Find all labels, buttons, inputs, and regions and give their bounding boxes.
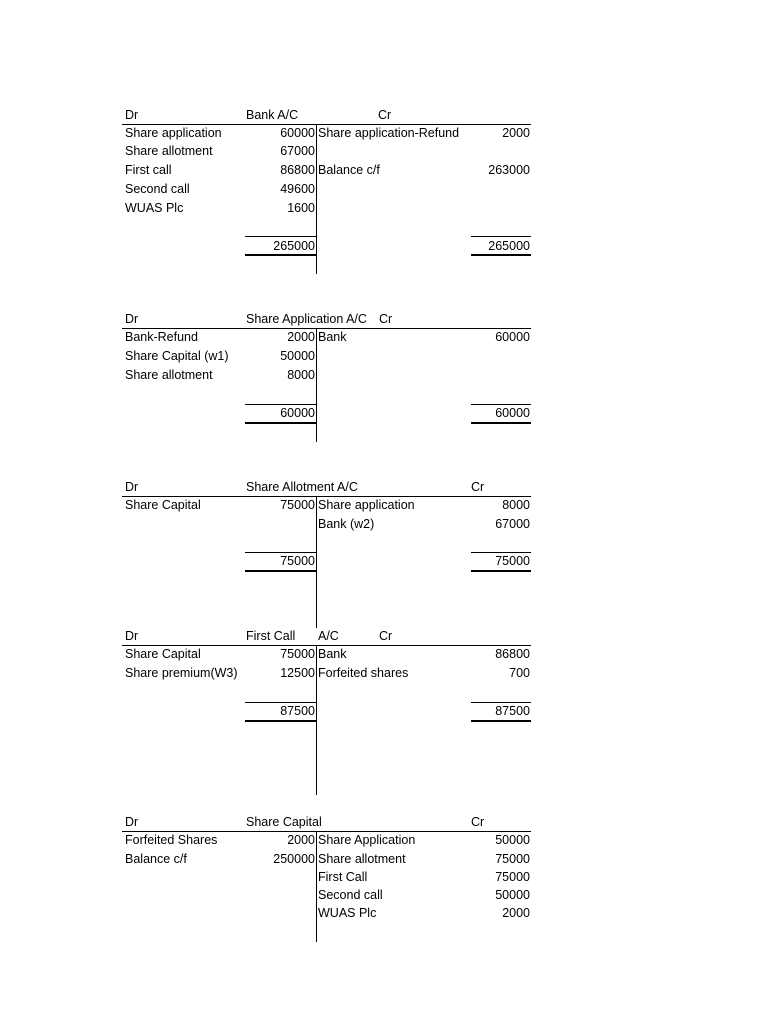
- total-rule-bottom: [471, 570, 531, 572]
- debit-amount: 60000: [280, 126, 315, 140]
- credit-amount: 50000: [495, 833, 530, 847]
- t-divider: [316, 124, 317, 274]
- debit-label: Share Capital (w1): [125, 349, 229, 363]
- total-credit: 60000: [495, 406, 530, 420]
- credit-label: Share application-Refund: [318, 126, 460, 140]
- debit-amount: 50000: [280, 349, 315, 363]
- debit-label: Second call: [125, 182, 190, 196]
- dr-label: Dr: [125, 312, 139, 326]
- debit-amount: 75000: [280, 498, 315, 512]
- total-credit: 75000: [495, 554, 530, 568]
- account-title: Bank A/C: [246, 108, 299, 122]
- account-title: Share Capital: [246, 815, 322, 829]
- total-rule-bottom: [245, 422, 316, 424]
- total-debit: 265000: [273, 239, 315, 253]
- total-rule-bottom: [245, 254, 316, 256]
- credit-label: Share Application: [318, 833, 416, 847]
- account-title-suffix: A/C: [318, 629, 339, 643]
- credit-amount: 8000: [502, 498, 530, 512]
- credit-amount: 50000: [495, 888, 530, 902]
- dr-label: Dr: [125, 480, 139, 494]
- total-rule-bottom: [245, 570, 316, 572]
- first-call-account: [0, 627, 768, 797]
- debit-amount: 49600: [280, 182, 315, 196]
- account-title: Share Application A/C: [246, 312, 367, 326]
- credit-amount: 700: [509, 666, 530, 680]
- credit-amount: 75000: [495, 870, 530, 884]
- credit-label: Bank (w2): [318, 517, 375, 531]
- dr-label: Dr: [125, 629, 139, 643]
- credit-amount: 67000: [495, 517, 530, 531]
- credit-amount: 60000: [495, 330, 530, 344]
- account-title: Share Allotment A/C: [246, 480, 358, 494]
- debit-label: First call: [125, 163, 172, 177]
- credit-label: First Call: [318, 870, 368, 884]
- debit-amount: 86800: [280, 163, 315, 177]
- credit-label: Share allotment: [318, 852, 406, 866]
- debit-amount: 8000: [287, 368, 315, 382]
- debit-label: Share Capital: [125, 498, 201, 512]
- cr-label: Cr: [471, 815, 485, 829]
- t-divider: [316, 496, 317, 628]
- debit-amount: 2000: [287, 330, 315, 344]
- debit-label: Share Capital: [125, 647, 201, 661]
- credit-label: Bank: [318, 330, 347, 344]
- total-rule-bottom: [245, 720, 316, 722]
- debit-label: Balance c/f: [125, 852, 187, 866]
- debit-amount: 250000: [273, 852, 315, 866]
- dr-label: Dr: [125, 108, 139, 122]
- total-rule-bottom: [471, 422, 531, 424]
- debit-amount: 67000: [280, 144, 315, 158]
- bank-account: [0, 106, 768, 276]
- total-credit: 265000: [488, 239, 530, 253]
- debit-amount: 12500: [280, 666, 315, 680]
- credit-label: Bank: [318, 647, 347, 661]
- debit-label: Share allotment: [125, 144, 213, 158]
- t-divider: [316, 328, 317, 442]
- credit-amount: 2000: [502, 906, 530, 920]
- credit-label: Forfeited shares: [318, 666, 409, 680]
- share-application-account: [0, 310, 768, 444]
- debit-label: Forfeited Shares: [125, 833, 218, 847]
- credit-amount: 75000: [495, 852, 530, 866]
- t-divider: [316, 645, 317, 795]
- debit-label: Share allotment: [125, 368, 213, 382]
- debit-amount: 2000: [287, 833, 315, 847]
- debit-label: Share application: [125, 126, 222, 140]
- debit-label: WUAS Plc: [125, 201, 184, 215]
- share-allotment-account: [0, 478, 768, 630]
- credit-amount: 263000: [488, 163, 530, 177]
- credit-label: WUAS Plc: [318, 906, 377, 920]
- cr-label: Cr: [378, 108, 392, 122]
- debit-amount: 75000: [280, 647, 315, 661]
- cr-label: Cr: [379, 629, 393, 643]
- total-rule-bottom: [471, 720, 531, 722]
- credit-label: Balance c/f: [318, 163, 380, 177]
- credit-amount: 86800: [495, 647, 530, 661]
- t-divider: [316, 831, 317, 942]
- total-debit: 60000: [280, 406, 315, 420]
- cr-label: Cr: [471, 480, 485, 494]
- share-capital-account: [0, 813, 768, 945]
- debit-label: Share premium(W3): [125, 666, 238, 680]
- debit-label: Bank-Refund: [125, 330, 198, 344]
- total-debit: 87500: [280, 704, 315, 718]
- dr-label: Dr: [125, 815, 139, 829]
- credit-label: Share application: [318, 498, 415, 512]
- cr-label: Cr: [379, 312, 393, 326]
- account-title: First Call: [246, 629, 296, 643]
- total-credit: 87500: [495, 704, 530, 718]
- credit-amount: 2000: [502, 126, 530, 140]
- debit-amount: 1600: [287, 201, 315, 215]
- total-rule-bottom: [471, 254, 531, 256]
- credit-label: Second call: [318, 888, 383, 902]
- total-debit: 75000: [280, 554, 315, 568]
